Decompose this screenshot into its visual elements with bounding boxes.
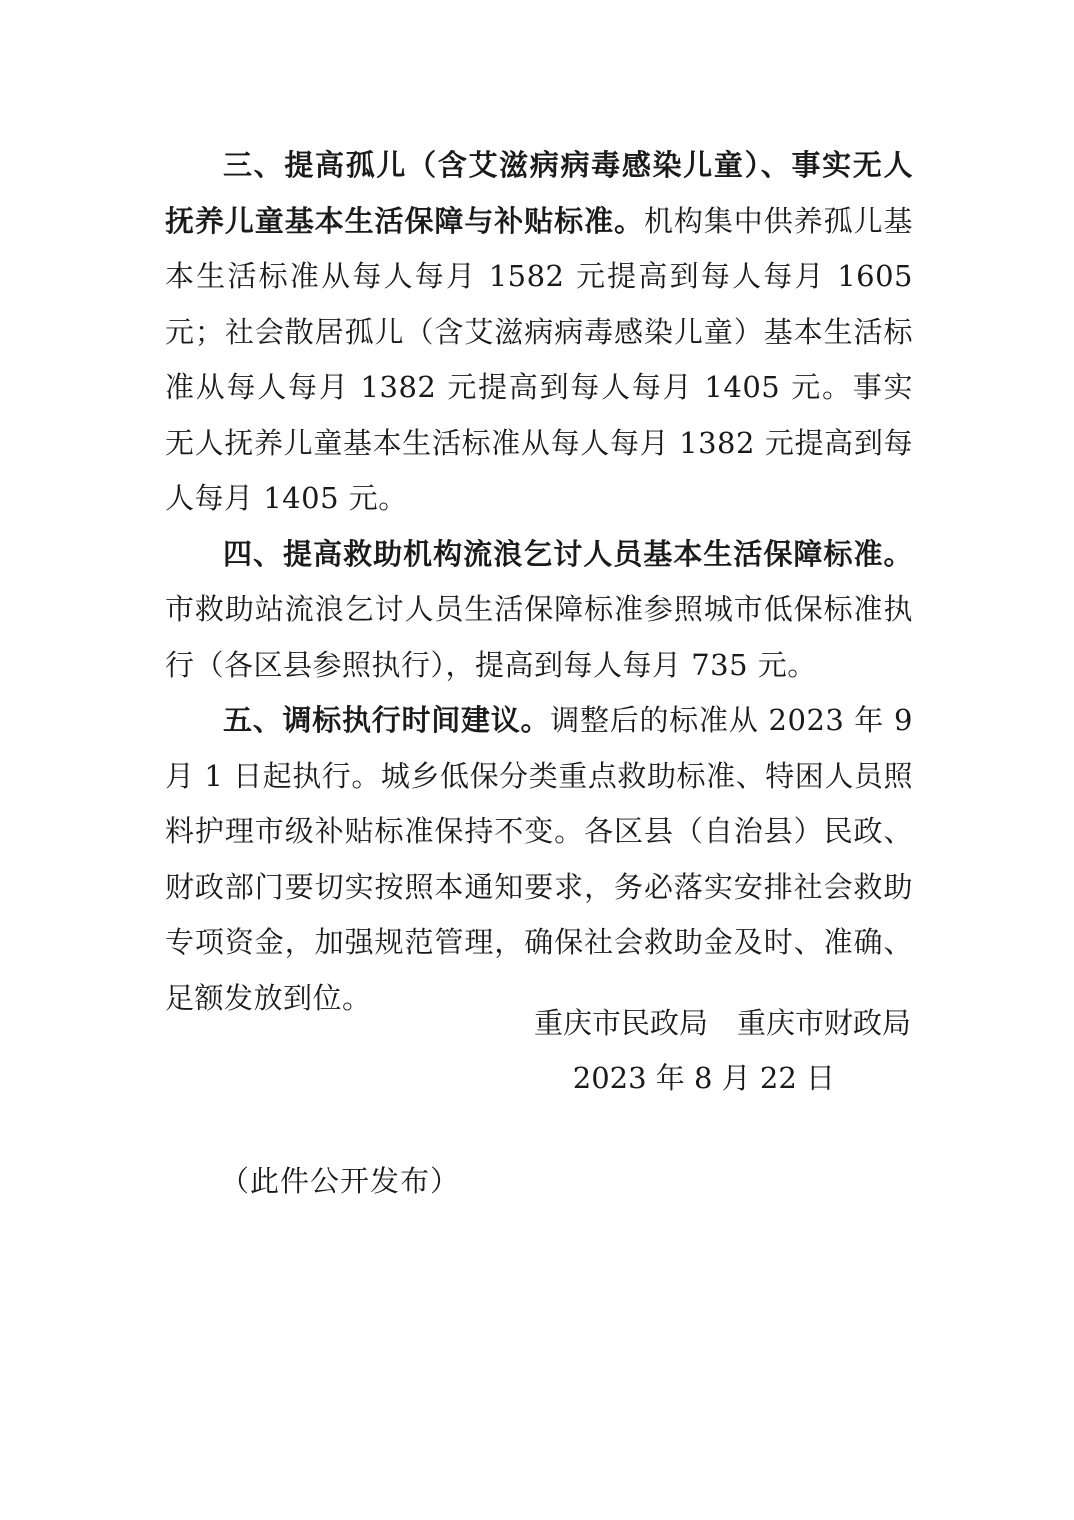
paragraph-orphan-standards (165, 138, 913, 527)
paragraph-text: 机构集中供养孤儿基本生活标准从每人每月 1582 元提高到每人每月 1605 元；社会散居孤儿（含艾滋病病毒感染儿童）基本生活标准从每人每月 1382 元提高到每人每月 1405 元。事实无人抚养儿童基本生活标准从每人每月 1382 元提高到每人每月 1405 元。 (165, 203, 913, 515)
paragraph-vagrant-standards (165, 527, 913, 694)
paragraph-effective-date (165, 693, 913, 1026)
paragraph-heading: 四、提高救助机构流浪乞讨人员基本生活保障标准。 (223, 536, 913, 571)
signature-date: 2023 年 8 月 22 日 (572, 1061, 835, 1095)
paragraph-text: 市救助站流浪乞讨人员生活保障标准参照城市低保标准执行（各区县参照执行），提高到每人每月 735 元。 (165, 592, 913, 682)
paragraph-heading: 三、提高孤儿（含艾滋病病毒感染儿童）、事实无人抚养儿童基本生活保障与补贴标准。 (165, 148, 913, 238)
signature-organizations: 重庆市民政局 重庆市财政局 (533, 1006, 911, 1040)
paragraph-heading: 五、调标执行时间建议。 (223, 703, 551, 737)
signature-block (534, 996, 911, 1106)
publication-note: （此件公开发布） (220, 1164, 461, 1198)
paragraph-text: 调整后的标准从 2023 年 9 月 1 日起执行。城乡低保分类重点救助标准、特困人员照料护理市级补贴标准保持不变。各区县（自治县）民政、财政部门要切实按照本通知要求，务必落实安排社会救助专项资金，加强规范管理，确保社会救助金及时、准确、足额发放到位。 (165, 703, 913, 1015)
document-body (165, 138, 913, 1026)
